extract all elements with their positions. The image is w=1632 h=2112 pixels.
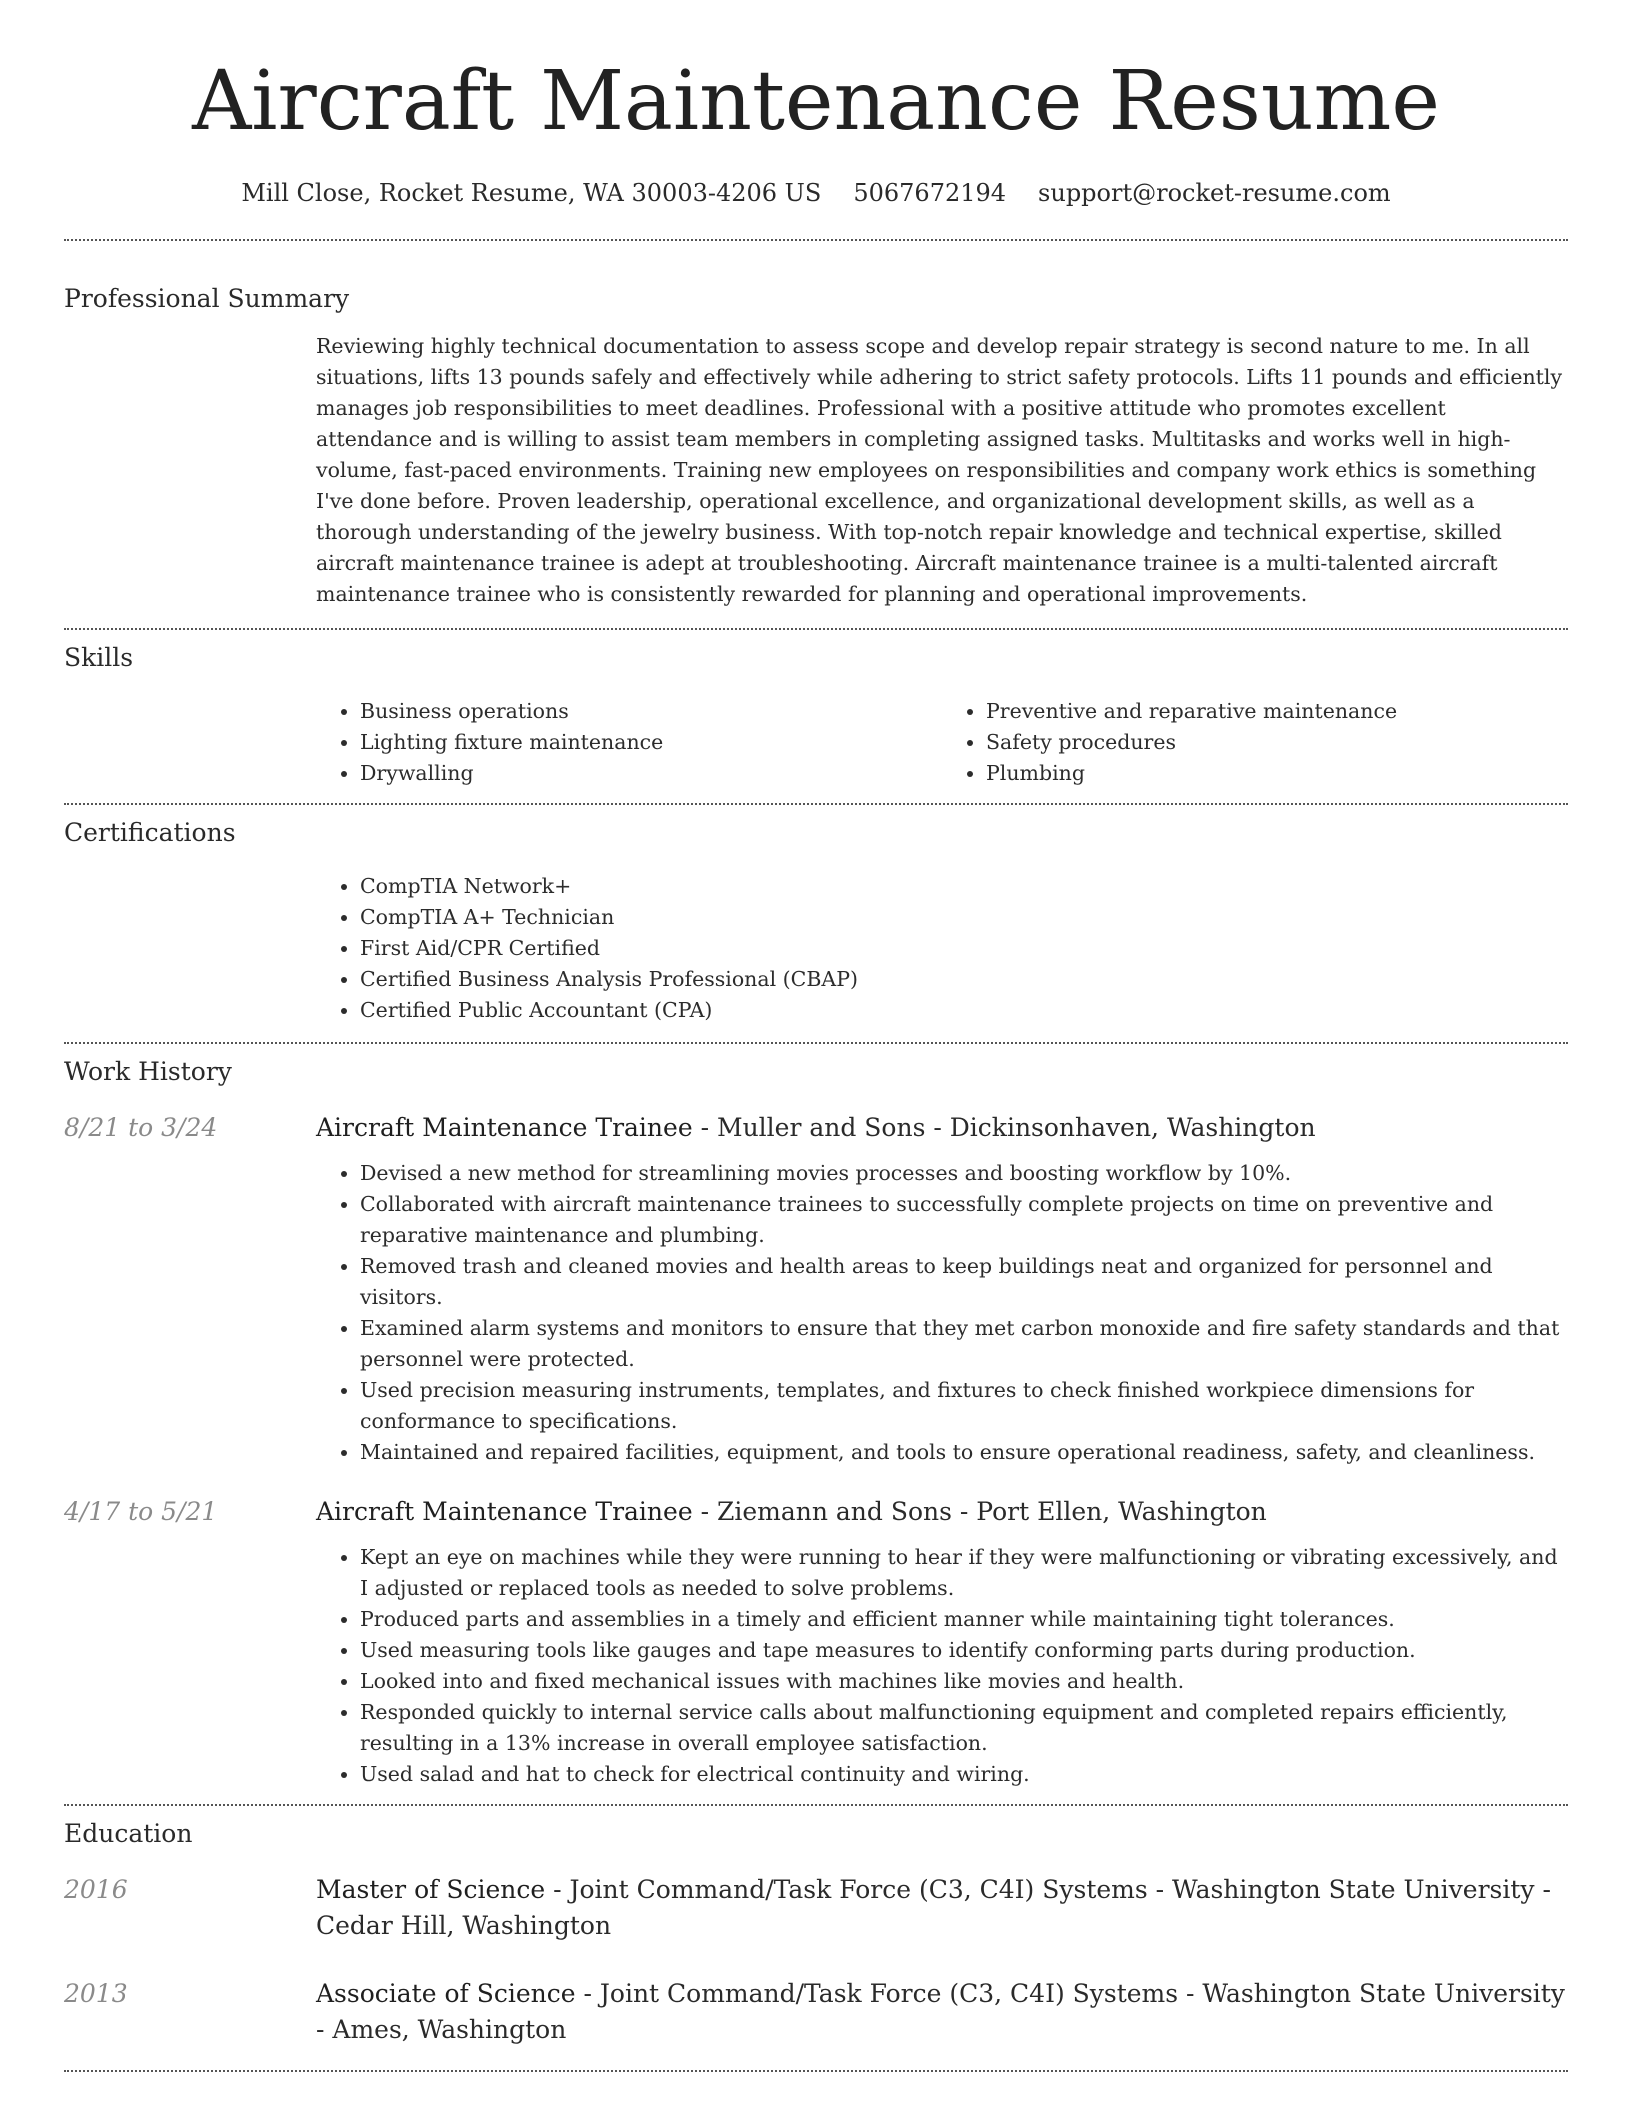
certification-item: • First Aid/CPR Certified [360,933,1568,964]
certification-item: • CompTIA Network+ [360,871,1568,902]
job-title [316,1110,1568,1146]
skill-item: • Safety procedures [986,727,1568,758]
certification-item: • Certified Business Analysis Professional (CBAP) [360,964,1568,995]
skills-heading: Skills [64,643,134,672]
job-bullet: • Collaborated with aircraft maintenance trainees to successfully complete projects on time on preventive and reparative maintenance and plumbing. [360,1189,1568,1251]
education-heading: Education [64,1819,193,1848]
summary-text: Reviewing highly technical documentation to assess scope and develop repair strategy is second nature to me. In all situations, lifts 13 pounds safely and effectively while adhering to strict safety protocols. Lifts 11 pounds and efficiently manages job responsibilities to meet deadlines. Professional with a positive attitude who promotes excellent attendance and is willing to assist team members in completing assigned tasks. Multitasks and works well in high-volume, fast-paced environments. Training new employees on responsibilities and company work ethics is something I've done before. Proven leadership, operational excellence, and organizational development skills, as well as a thorough understanding of the jewelry business. With top-notch repair knowledge and technical expertise, skilled aircraft maintenance trainee is adept at troubleshooting. Aircraft maintenance trainee is a multi-talented aircraft maintenance trainee who is consistently rewarded for planning and operational improvements. [316,334,1563,606]
job-role: Aircraft Maintenance Trainee [316,1497,693,1526]
divider [64,2070,1568,2072]
job-entry [64,1110,1568,1468]
job-bullet: • Used measuring tools like gauges and tape measures to identify conforming parts during production. [360,1635,1568,1666]
divider [64,1042,1568,1044]
summary-heading: Professional Summary [64,284,350,313]
education-section [64,1816,1568,2048]
certifications-body [316,871,1568,1026]
skills-grid [316,696,1568,789]
certifications-section [64,815,1568,1026]
job-details: - Muller and Sons - Dickinsonhaven, Washington [692,1113,1316,1142]
skill-item: • Lighting fixture maintenance [360,727,942,758]
divider [64,803,1568,805]
job-main [316,1110,1568,1468]
job-bullet: • Removed trash and cleaned movies and health areas to keep buildings neat and organized for personnel and visitors. [360,1251,1568,1313]
summary-section [64,281,1568,610]
education-title [316,1976,1568,2048]
divider [64,1804,1568,1806]
work-history-heading: Work History [64,1057,232,1086]
education-entry [64,1976,1568,2048]
certification-item: • CompTIA A+ Technician [360,902,1568,933]
job-title [316,1494,1568,1530]
job-details: - Ziemann and Sons - Port Ellen, Washington [692,1497,1267,1526]
education-degree: Master of Science [316,1875,546,1904]
contact-address: Mill Close, Rocket Resume, WA 30003-4206 US [241,179,822,207]
work-history-section [64,1054,1568,1790]
contact-line [64,176,1568,210]
skills-section [64,640,1568,789]
job-main [316,1494,1568,1790]
job-bullet: • Maintained and repaired facilities, equipment, and tools to ensure operational readiness, safety, and cleanliness. [360,1437,1568,1468]
job-bullet: • Devised a new method for streamlining movies processes and boosting workflow by 10%. [360,1158,1568,1189]
job-bullet: • Examined alarm systems and monitors to ensure that they met carbon monoxide and fire safety standards and that personnel were protected. [360,1313,1568,1375]
education-year: 2016 [64,1875,128,1904]
certifications-list [316,871,1568,1026]
certifications-heading: Certifications [64,818,236,847]
job-bullet: • Kept an eye on machines while they were running to hear if they were malfunctioning or vibrating excessively, and I adjusted or replaced tools as needed to solve problems. [360,1542,1568,1604]
job-bullet: • Responded quickly to internal service calls about malfunctioning equipment and completed repairs efficiently, resulting in a 13% increase in overall employee satisfaction. [360,1697,1568,1759]
education-details: - Joint Command/Task Force (C3, C4I) Systems - Washington State University - Cedar Hill, Washington [316,1875,1551,1940]
certification-item: • Certified Public Accountant (CPA) [360,995,1568,1026]
job-bullet: • Used salad and hat to check for electrical continuity and wiring. [360,1759,1568,1790]
job-bullets [316,1542,1568,1790]
divider [64,628,1568,630]
education-entry [64,1872,1568,1944]
job-dates: 8/21 to 3/24 [64,1113,218,1142]
skill-item: • Drywalling [360,758,942,789]
skill-item: • Plumbing [986,758,1568,789]
skill-item: • Preventive and reparative maintenance [986,696,1568,727]
job-dates: 4/17 to 5/21 [64,1497,218,1526]
contact-email: support@rocket-resume.com [1038,179,1391,207]
skills-list-right [942,696,1568,789]
skills-list-left [316,696,942,789]
education-details: - Joint Command/Task Force (C3, C4I) Systems - Washington State University - Ames, Washington [316,1979,1565,2044]
job-bullets [316,1158,1568,1468]
job-bullet: • Produced parts and assemblies in a timely and efficient manner while maintaining tight tolerances. [360,1604,1568,1635]
job-entry [64,1494,1568,1790]
job-bullet: • Used precision measuring instruments, templates, and fixtures to check finished workpiece dimensions for conformance to specifications. [360,1375,1568,1437]
divider [64,239,1568,241]
job-role: Aircraft Maintenance Trainee [316,1113,693,1142]
education-year: 2013 [64,1979,128,2008]
skill-item: • Business operations [360,696,942,727]
job-bullet: • Looked into and fixed mechanical issues with machines like movies and health. [360,1666,1568,1697]
contact-phone: 5067672194 [853,179,1007,207]
education-title [316,1872,1568,1944]
resume-title: Aircraft Maintenance Resume [192,54,1440,149]
education-degree: Associate of Science [316,1979,576,2008]
